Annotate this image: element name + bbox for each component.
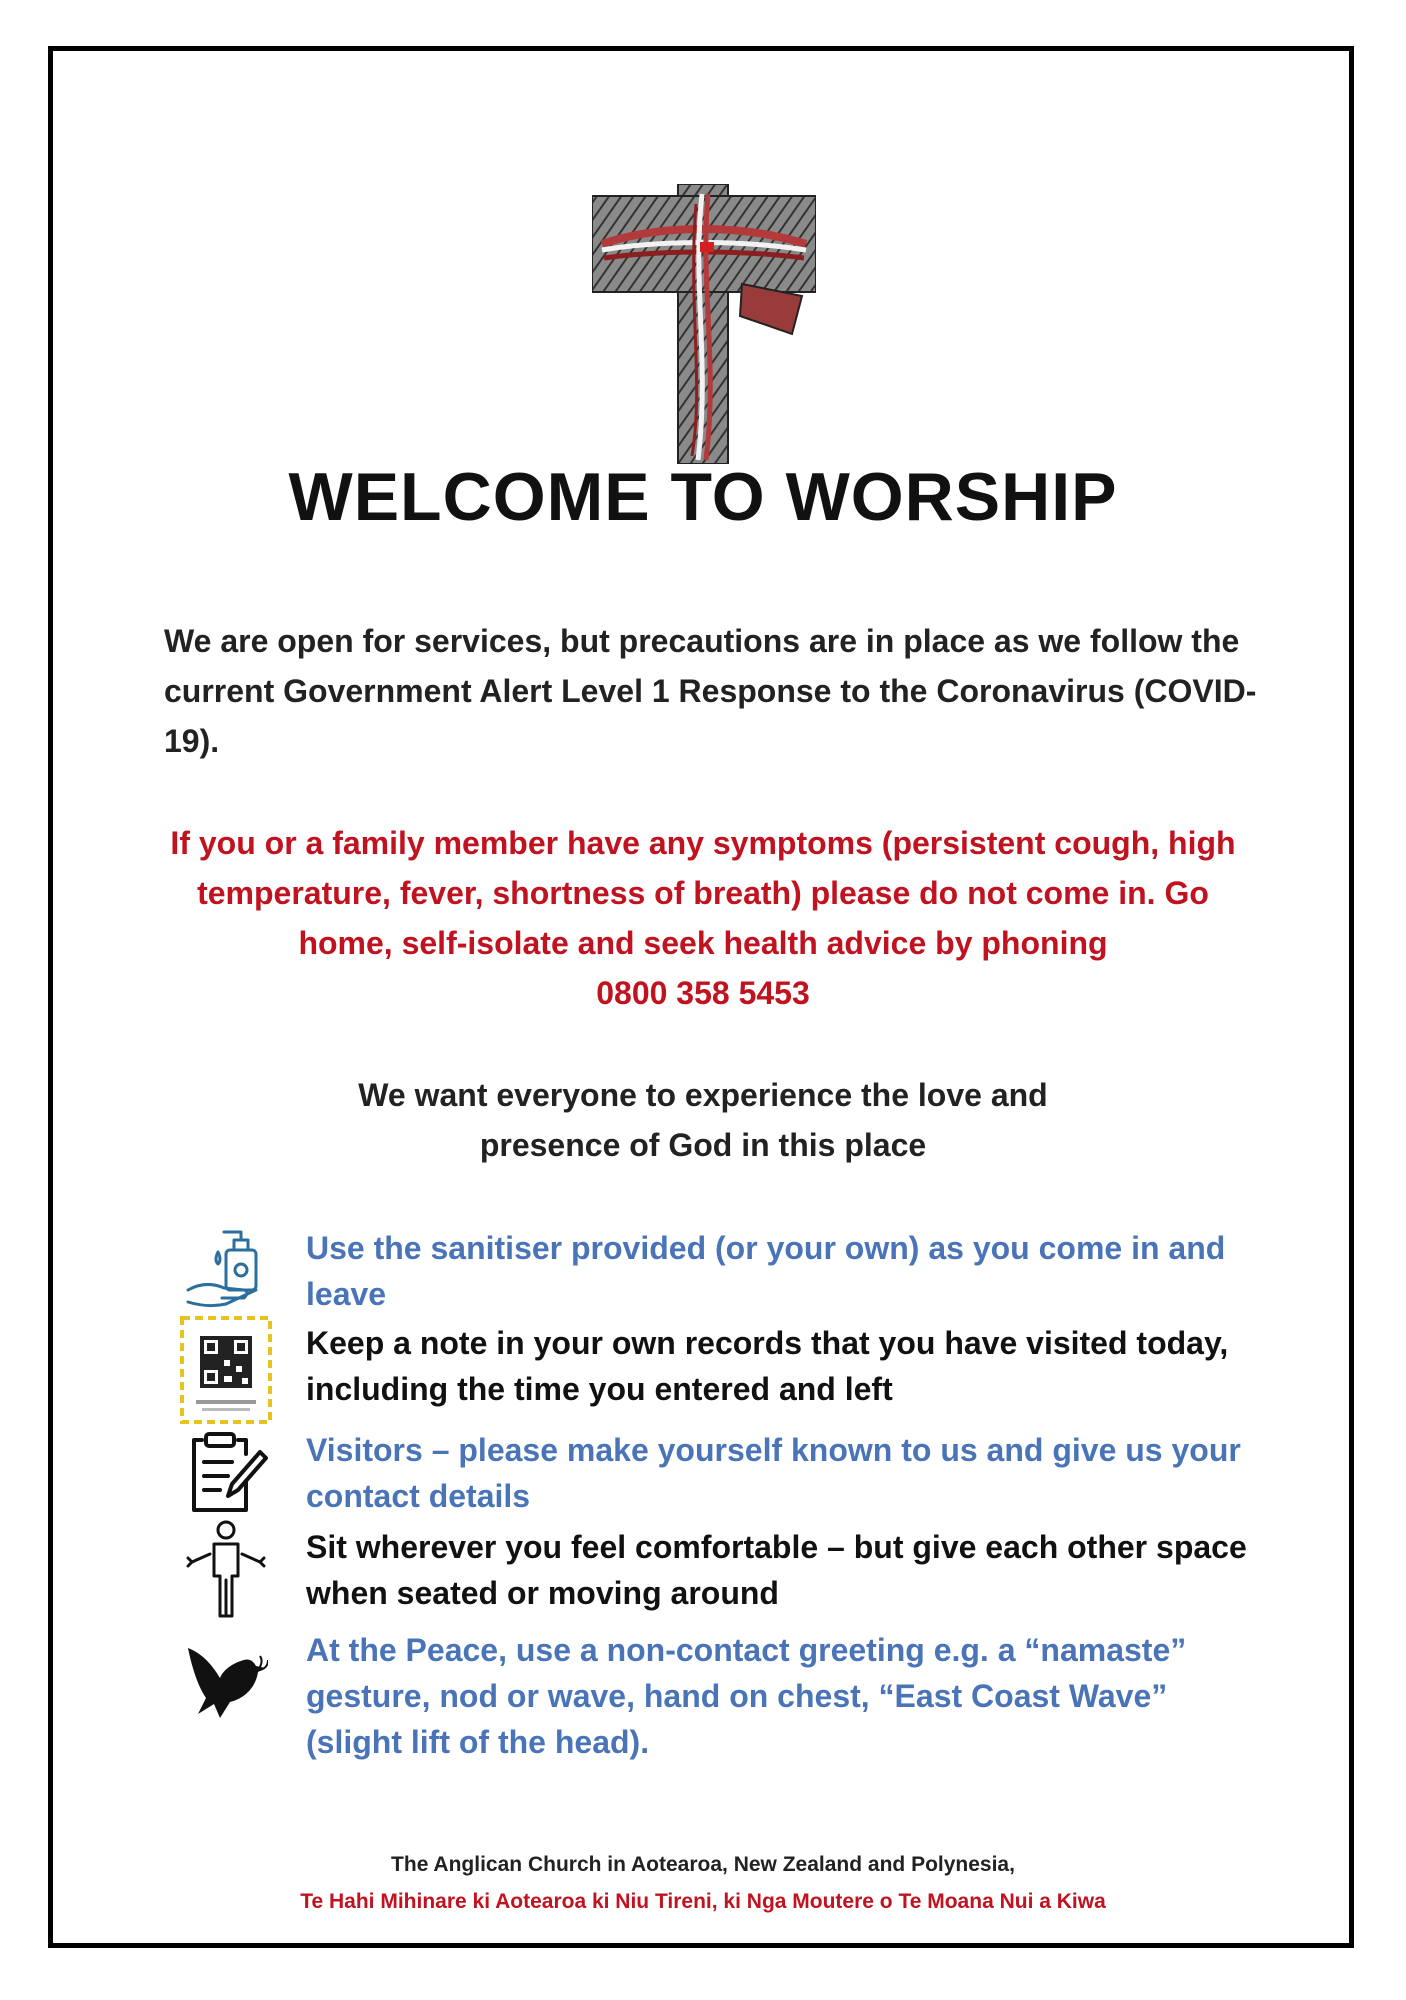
welcome-message — [160, 1070, 1246, 1170]
page-title: WELCOME TO WORSHIP — [288, 459, 1118, 535]
welcome-line-1: We want everyone to experience the love and — [358, 1077, 1048, 1113]
clipboard-pen-icon — [188, 1430, 268, 1514]
footer-church-name-maori: Te Hahi Mihinare ki Aotearoa ki Niu Tireni, ki Nga Moutere o Te Moana Nui a Kiwa — [300, 1890, 1106, 1913]
qr-code-poster-icon — [180, 1316, 272, 1424]
person-distance-icon — [184, 1520, 268, 1620]
intro-paragraph: We are open for services, but precautions are in place as we follow the current Government Alert Level 1 Response to the Coronavirus (COVID-19). — [164, 623, 1257, 759]
list-item-peace-greeting: At the Peace, use a non-contact greeting e.g. a “namaste” gesture, nod or wave, hand on chest, “East Coast Wave” (slight lift of the head). — [306, 1632, 1187, 1760]
welcome-line-2: presence of God in this place — [479, 1127, 927, 1163]
woven-cross-logo — [592, 184, 816, 464]
symptoms-warning — [160, 818, 1246, 1018]
dove-icon — [184, 1640, 268, 1720]
footer-church-name-english: The Anglican Church in Aotearoa, New Zealand and Polynesia, — [391, 1853, 1015, 1876]
list-item-records: Keep a note in your own records that you have visited today, including the time you entered and left — [306, 1325, 1229, 1407]
health-phone-number: 0800 358 5453 — [596, 975, 810, 1011]
list-item-seating: Sit wherever you feel comfortable – but give each other space when seated or moving around — [306, 1529, 1247, 1611]
warning-text: If you or a family member have any symptoms (persistent cough, high temperature, fever, shortness of breath) please do not come in. Go home, self-isolate and seek health advice by phoning — [170, 825, 1236, 961]
hand-sanitiser-icon — [184, 1228, 268, 1310]
list-item-visitors: Visitors – please make yourself known to us and give us your contact details — [306, 1432, 1241, 1514]
list-item-sanitiser: Use the sanitiser provided (or your own) as you come in and leave — [306, 1230, 1226, 1312]
